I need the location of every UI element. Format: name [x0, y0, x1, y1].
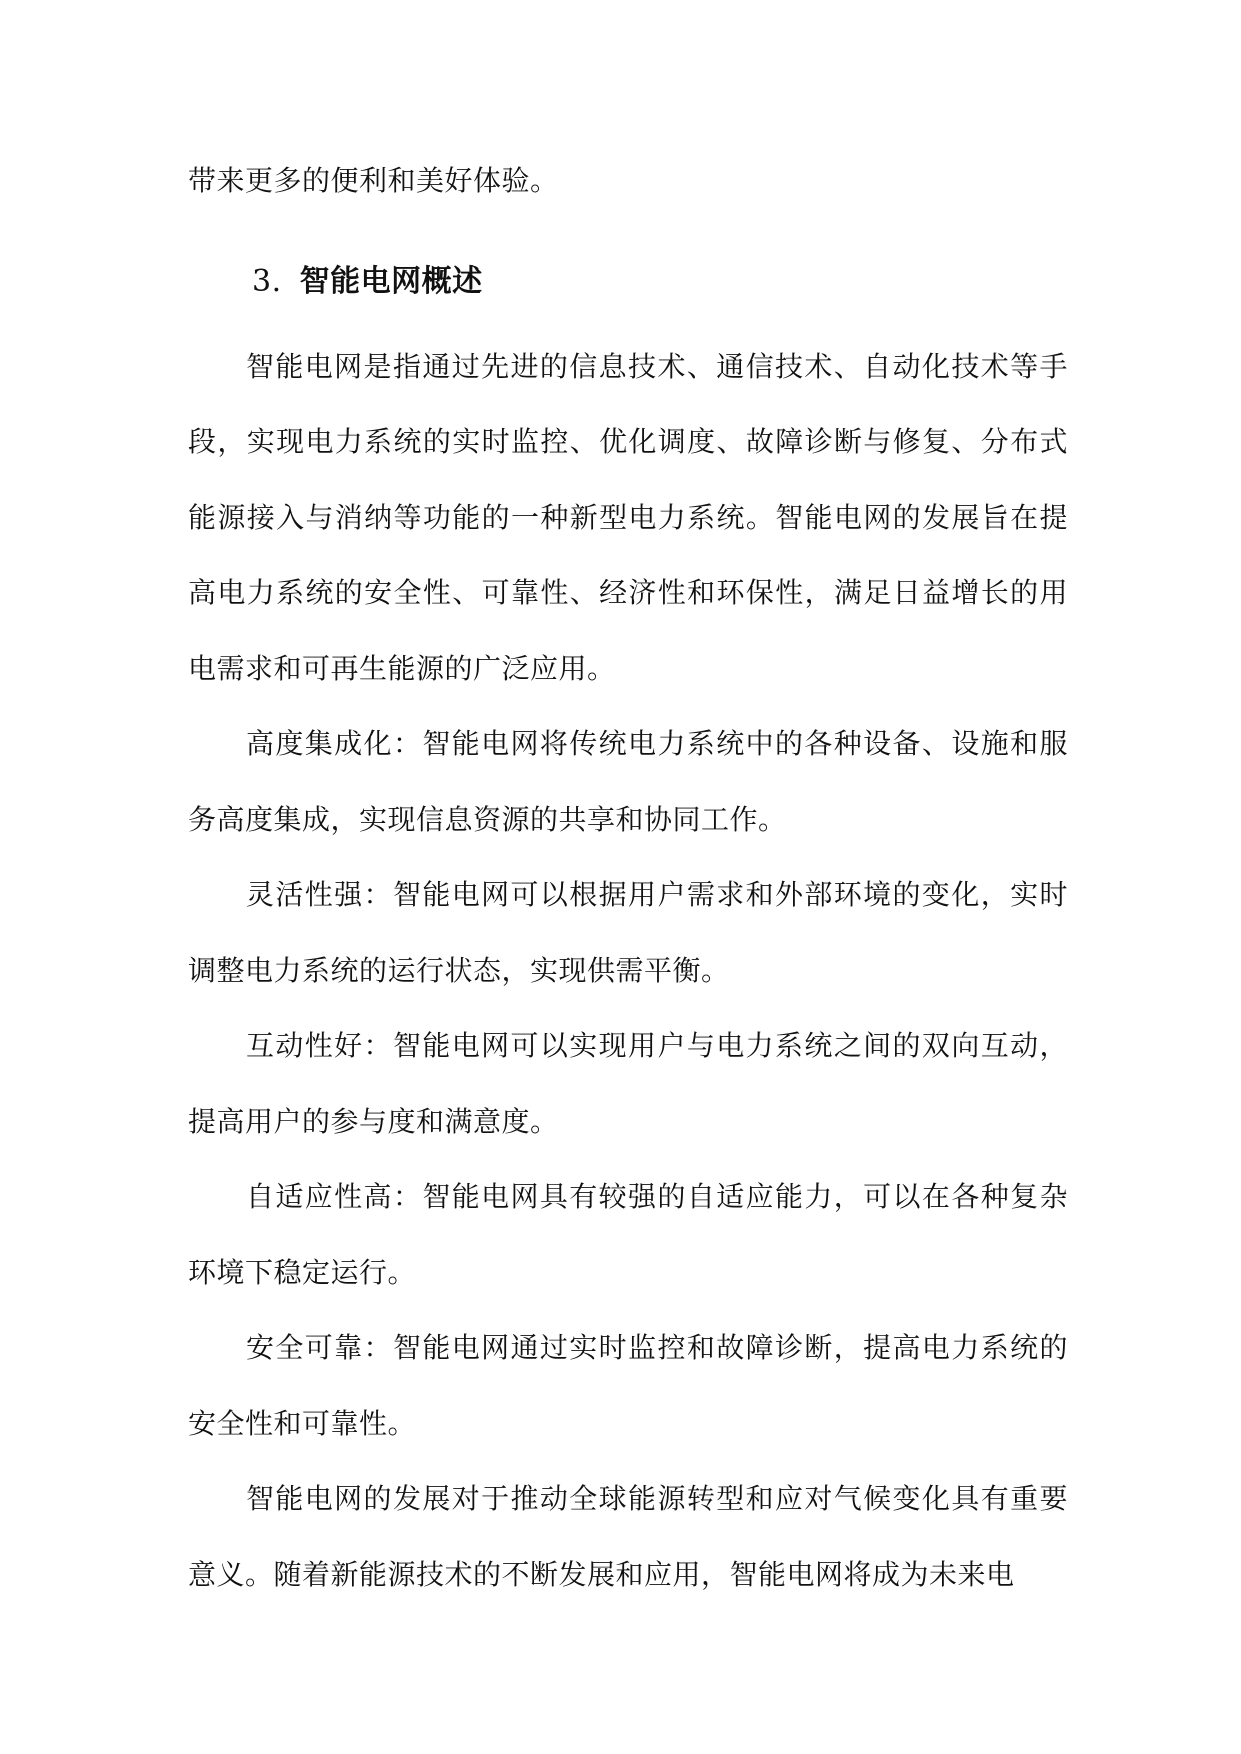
- continuation-paragraph: 带来更多的便利和美好体验。: [188, 164, 559, 197]
- paragraph-flexibility: 灵活性强：智能电网可以根据用户需求和外部环境的变化，实时调整电力系统的运行状态，实现供需平衡。: [188, 878, 1068, 987]
- section-title: 智能电网概述: [299, 263, 483, 299]
- section-heading: [188, 219, 1068, 307]
- heading-spacer: [188, 307, 1068, 329]
- paragraph-definition: 智能电网是指通过先进的信息技术、通信技术、自动化技术等手段，实现电力系统的实时监控、优化调度、故障诊断与修复、分布式能源接入与消纳等功能的一种新型电力系统。智能电网的发展旨在提高电力系统的安全性、可靠性、经济性和环保性，满足日益增长的用电需求和可再生能源的广泛应用。: [188, 349, 1068, 685]
- paragraph-reliability: 安全可靠：智能电网通过实时监控和故障诊断，提高电力系统的安全性和可靠性。: [188, 1331, 1068, 1440]
- paragraph-integration: 高度集成化：智能电网将传统电力系统中的各种设备、设施和服务高度集成，实现信息资源的共享和协同工作。: [188, 727, 1068, 836]
- paragraph-interactivity: 互动性好：智能电网可以实现用户与电力系统之间的双向互动，提高用户的参与度和满意度。: [188, 1029, 1068, 1138]
- page-body: [188, 143, 1068, 1612]
- paragraph-significance: 智能电网的发展对于推动全球能源转型和应对气候变化具有重要意义。随着新能源技术的不断发展和应用，智能电网将成为未来电: [188, 1482, 1068, 1591]
- paragraph-adaptability: 自适应性高：智能电网具有较强的自适应能力，可以在各种复杂环境下稳定运行。: [188, 1180, 1068, 1289]
- section-number: 3.: [252, 263, 282, 299]
